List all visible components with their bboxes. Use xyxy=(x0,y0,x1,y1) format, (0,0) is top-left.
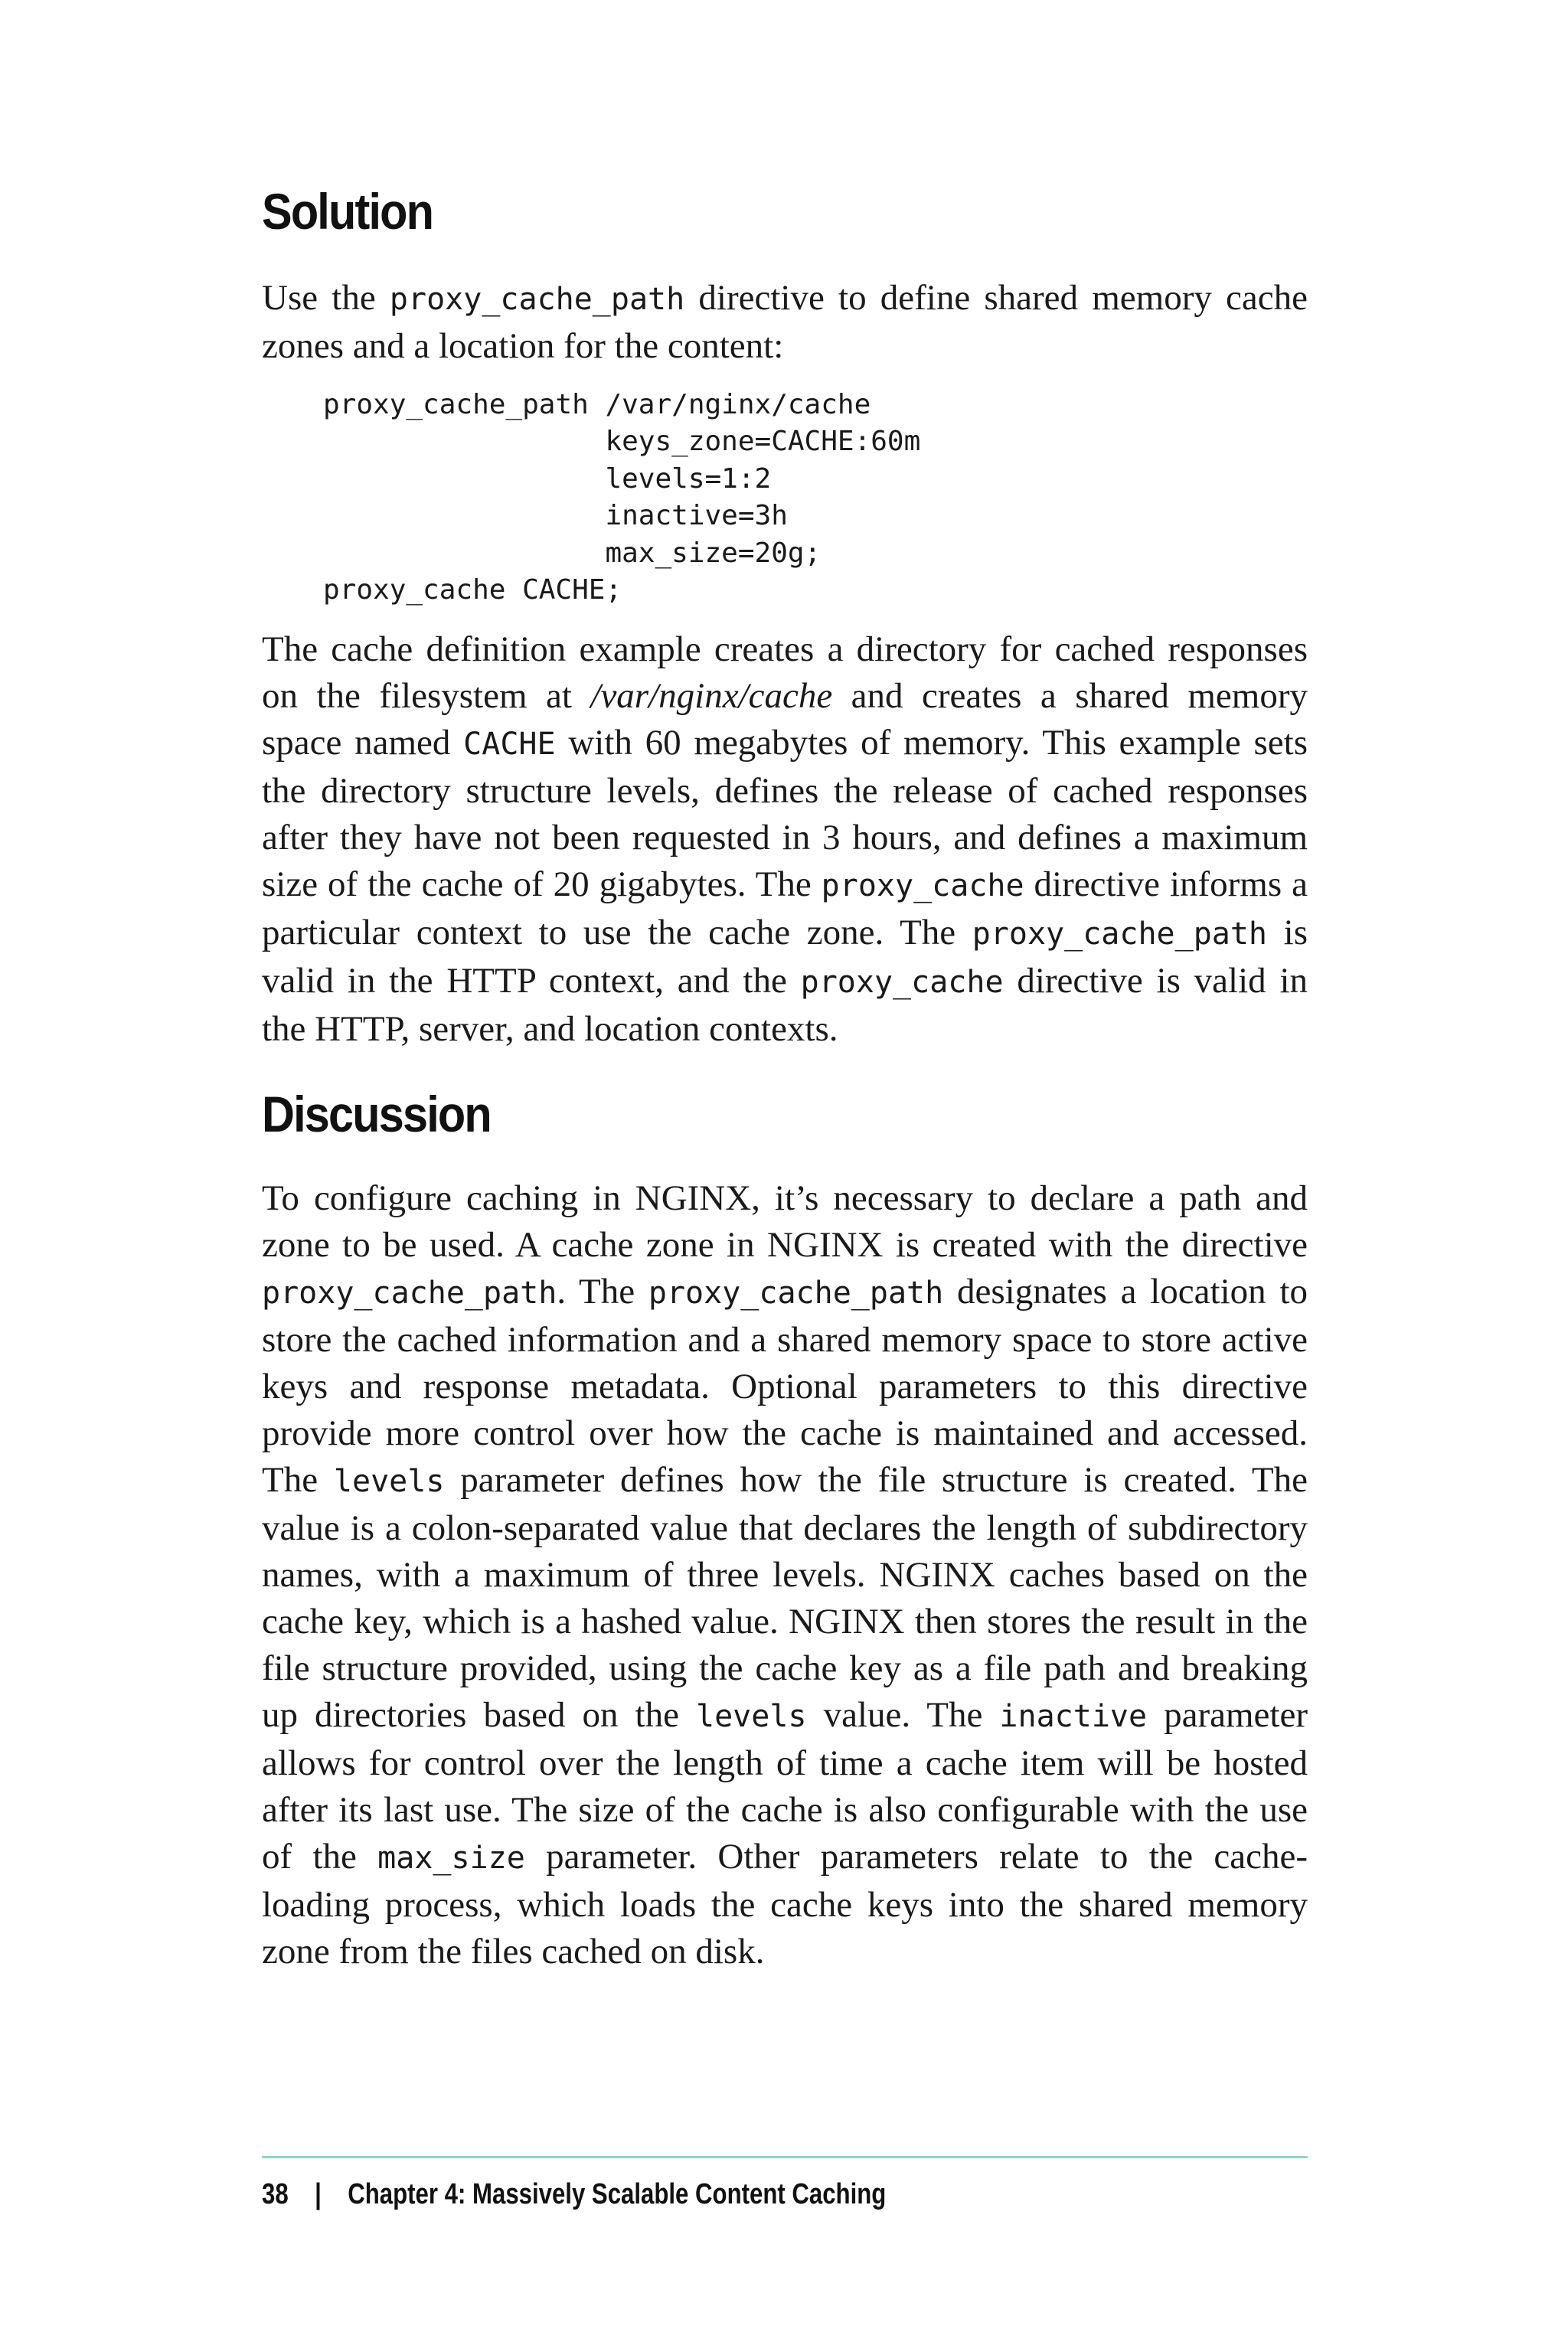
text-run: . The xyxy=(557,1272,648,1312)
discussion-paragraph xyxy=(262,1175,1308,1975)
text-run: is valid in the HTTP context, and the xyxy=(262,912,1308,1001)
solution-explanation-paragraph xyxy=(262,626,1308,1053)
file-path: /var/nginx/cache xyxy=(590,675,833,716)
text-run: directive to define shared memory cache zones and a location for the content: xyxy=(262,277,1308,366)
text-run: and creates a shared memory space named xyxy=(262,675,1308,763)
text-run: To configure caching in NGINX, it’s necessary to declare a path and zone to be used. A cache zone in NGINX is created with the directive xyxy=(262,1178,1308,1266)
inline-code: proxy_cache_path xyxy=(262,1276,557,1312)
text-run: parameter defines how the file structure is created. The value is a colon-separated value that declares the length of subdirectory names, with a maximum of three levels. NGINX caches based on the cache key, which is a hashed value. NGINX then stores the result in the file structure provided, using the cache key as a file path and breaking up directories based on the xyxy=(262,1460,1308,1736)
chapter-title: Chapter 4: Massively Scalable Content Caching xyxy=(348,2178,887,2210)
page-number: 38 xyxy=(262,2178,289,2210)
inline-code: proxy_cache_path xyxy=(972,916,1268,952)
footer-text xyxy=(262,2180,886,2209)
page-body xyxy=(262,184,1308,1975)
solution-heading: Solution xyxy=(262,183,433,240)
inline-code: inactive xyxy=(999,1699,1148,1735)
inline-code: proxy_cache_path xyxy=(389,281,685,317)
inline-code: proxy_cache xyxy=(821,867,1024,903)
text-run: value. The xyxy=(806,1695,1000,1736)
inline-code: levels xyxy=(333,1464,445,1500)
inline-code: CACHE xyxy=(463,726,556,762)
code-block: proxy_cache_path /var/nginx/cache keys_zone=CACHE:60m levels=1:2 inactive=3h max_size=20g; proxy_cache CACHE; xyxy=(323,388,921,606)
inline-code: max_size xyxy=(377,1841,525,1877)
inline-code: proxy_cache_path xyxy=(648,1276,944,1312)
text-run: The cache definition example creates a directory for cached responses on the filesystem at xyxy=(262,629,1308,716)
text-run: directive informs a particular context to use the cache zone. The xyxy=(262,864,1308,952)
solution-intro-paragraph xyxy=(262,275,1308,370)
text-run: Use the xyxy=(262,277,390,318)
text-run: with 60 megabytes of memory. This example sets the directory structure levels, defines the release of cached responses after they have not been requested in 3 hours, and defines a maximum size of the cache of 20 gigabytes. The xyxy=(262,722,1308,904)
text-run: designates a location to store the cached information and a shared memory space to store active keys and response metadata. Optional parameters to this directive provide more control over how the cache is maintained and accessed. The xyxy=(262,1272,1308,1501)
footer-separator: | xyxy=(315,2178,322,2210)
text-run: parameter. Other parameters relate to the cache-loading process, which loads the cache keys into the shared memory zone from the files cached on disk. xyxy=(262,1837,1308,1972)
text-run: directive is valid in the HTTP, server, and location contexts. xyxy=(262,960,1308,1049)
discussion-heading: Discussion xyxy=(262,1085,491,1142)
inline-code: proxy_cache xyxy=(800,964,1004,1000)
text-run: parameter allows for control over the length of time a cache item will be hosted after its last use. The size of the cache is also configurable with the use of the xyxy=(262,1695,1308,1877)
page-footer xyxy=(262,2156,1308,2210)
inline-code: levels xyxy=(696,1699,807,1735)
